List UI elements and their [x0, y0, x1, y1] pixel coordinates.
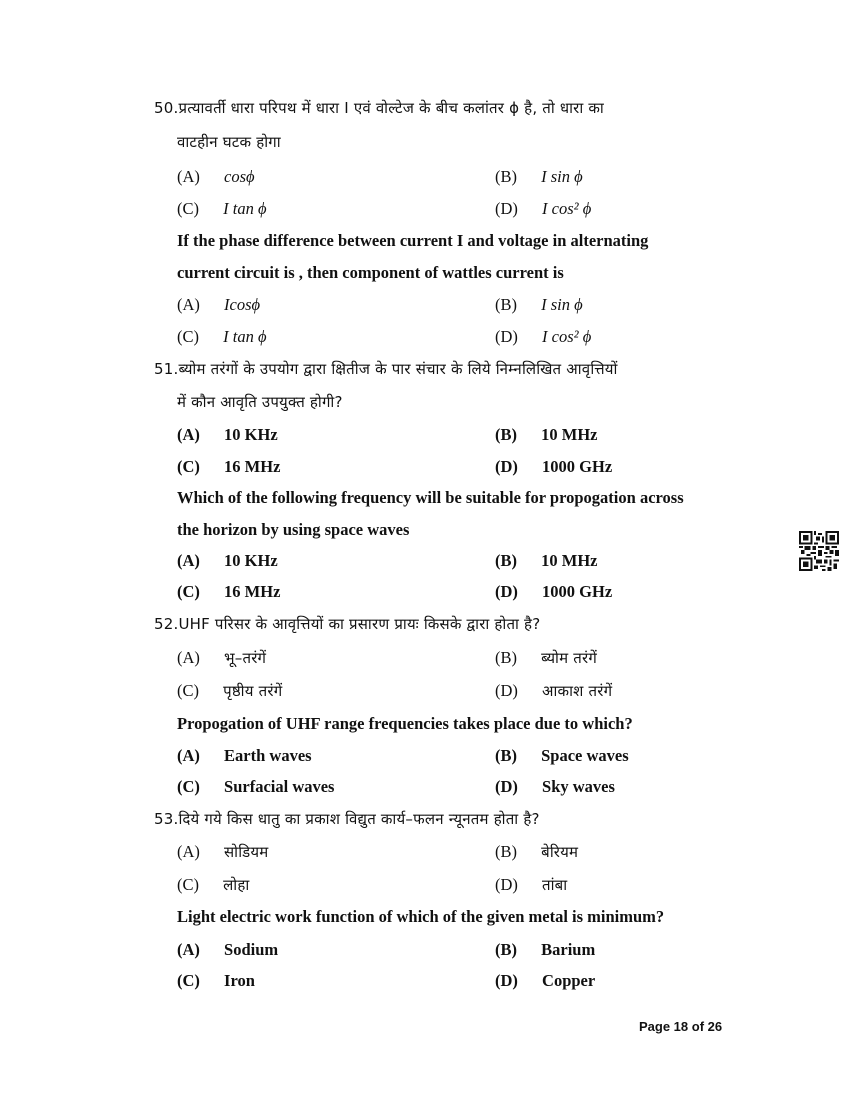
q51-en-option-b: (B) 10 MHz — [495, 551, 598, 570]
q50-en-option-a: (A) Icosϕ — [177, 295, 261, 314]
q52-hi-option-d: (D) आकाश तरंगें — [495, 681, 613, 700]
q50-hi-option-b: (B) I sin ϕ — [495, 167, 583, 186]
q51-en-option-a: (A) 10 KHz — [177, 551, 278, 570]
q51-hi-option-a: (A) 10 KHz — [177, 425, 278, 444]
q51-number: 51. — [154, 360, 179, 378]
q51-hi-option-d: (D) 1000 GHz — [495, 457, 613, 476]
q53-en-option-c: (C) Iron — [177, 971, 255, 990]
q53-en-option-d: (D) Copper — [495, 971, 596, 990]
q53-hi-option-b: (B) बेरियम — [495, 842, 579, 861]
q53-english-line-1: Light electric work function of which of the given metal is minimum? — [177, 907, 665, 926]
q50-en-option-c: (C) I tan ϕ — [177, 327, 267, 346]
q52-hindi-line-1 — [154, 614, 540, 634]
q51-hindi-line-1 — [154, 359, 618, 379]
q50-hi-option-c: (C) I tan ϕ — [177, 199, 267, 218]
q52-hi-option-b: (B) ब्योम तरंगें — [495, 648, 598, 667]
q52-en-option-d: (D) Sky waves — [495, 777, 615, 796]
q50-hindi-text-1: प्रत्यावर्ती धारा परिपथ में धारा I एवं वोल्टेज के बीच कलांतर ϕ है, तो धारा का — [178, 99, 604, 117]
q51-hi-option-b: (B) 10 MHz — [495, 425, 598, 444]
q53-hi-option-c: (C) लोहा — [177, 875, 250, 894]
q53-hindi-line-1 — [154, 809, 540, 829]
q51-en-option-d: (D) 1000 GHz — [495, 582, 613, 601]
q50-en-option-d: (D) I cos² ϕ — [495, 327, 592, 346]
q51-hindi-line-2: में कौन आवृति उपयुक्त होगी? — [177, 393, 343, 411]
q53-en-option-a: (A) Sodium — [177, 940, 279, 959]
page-number: Page 18 of 26 — [639, 1019, 723, 1034]
q53-hindi-text-1: दिये गये किस धातु का प्रकाश विद्युत कार्य–फलन न्यूनतम होता है? — [178, 810, 540, 828]
q52-hi-option-a: (A) भू–तरंगें — [177, 648, 267, 667]
q53-number: 53. — [154, 810, 179, 828]
q51-en-option-c: (C) 16 MHz — [177, 582, 281, 601]
q50-hindi-line-2: वाटहीन घटक होगा — [177, 133, 281, 151]
q52-en-option-c: (C) Surfacial waves — [177, 777, 335, 796]
q52-en-option-a: (A) Earth waves — [177, 746, 312, 765]
q51-english-line-1: Which of the following frequency will be suitable for propogation across — [177, 488, 684, 507]
q52-hindi-text-1: UHF परिसर के आवृत्तियों का प्रसारण प्रायः किसके द्वारा होता है? — [178, 615, 541, 633]
q52-number: 52. — [154, 615, 179, 633]
q51-hindi-text-1: ब्योम तरंगों के उपयोग द्वारा क्षितीज के पार संचार के लिये निम्नलिखित आवृत्तियों — [178, 360, 618, 378]
q53-en-option-b: (B) Barium — [495, 940, 596, 959]
q50-english-line-1: If the phase difference between current I and voltage in alternating — [177, 231, 649, 250]
q50-hi-option-a: (A) cosϕ — [177, 167, 255, 186]
q50-number: 50. — [154, 99, 179, 117]
q53-hi-option-d: (D) तांबा — [495, 875, 568, 894]
q50-en-option-b: (B) I sin ϕ — [495, 295, 583, 314]
q52-hi-option-c: (C) पृष्ठीय तरंगें — [177, 681, 283, 700]
q50-english-line-2: current circuit is , then component of wattles current is — [177, 263, 564, 282]
q53-hi-option-a: (A) सोडियम — [177, 842, 269, 861]
q50-hindi-line-1 — [154, 98, 604, 118]
q50-hi-option-d: (D) I cos² ϕ — [495, 199, 592, 218]
qr-code-icon — [799, 531, 839, 571]
q52-en-option-b: (B) Space waves — [495, 746, 629, 765]
q51-english-line-2: the horizon by using space waves — [177, 520, 410, 539]
q52-english-line-1: Propogation of UHF range frequencies takes place due to which? — [177, 714, 633, 733]
q51-hi-option-c: (C) 16 MHz — [177, 457, 281, 476]
